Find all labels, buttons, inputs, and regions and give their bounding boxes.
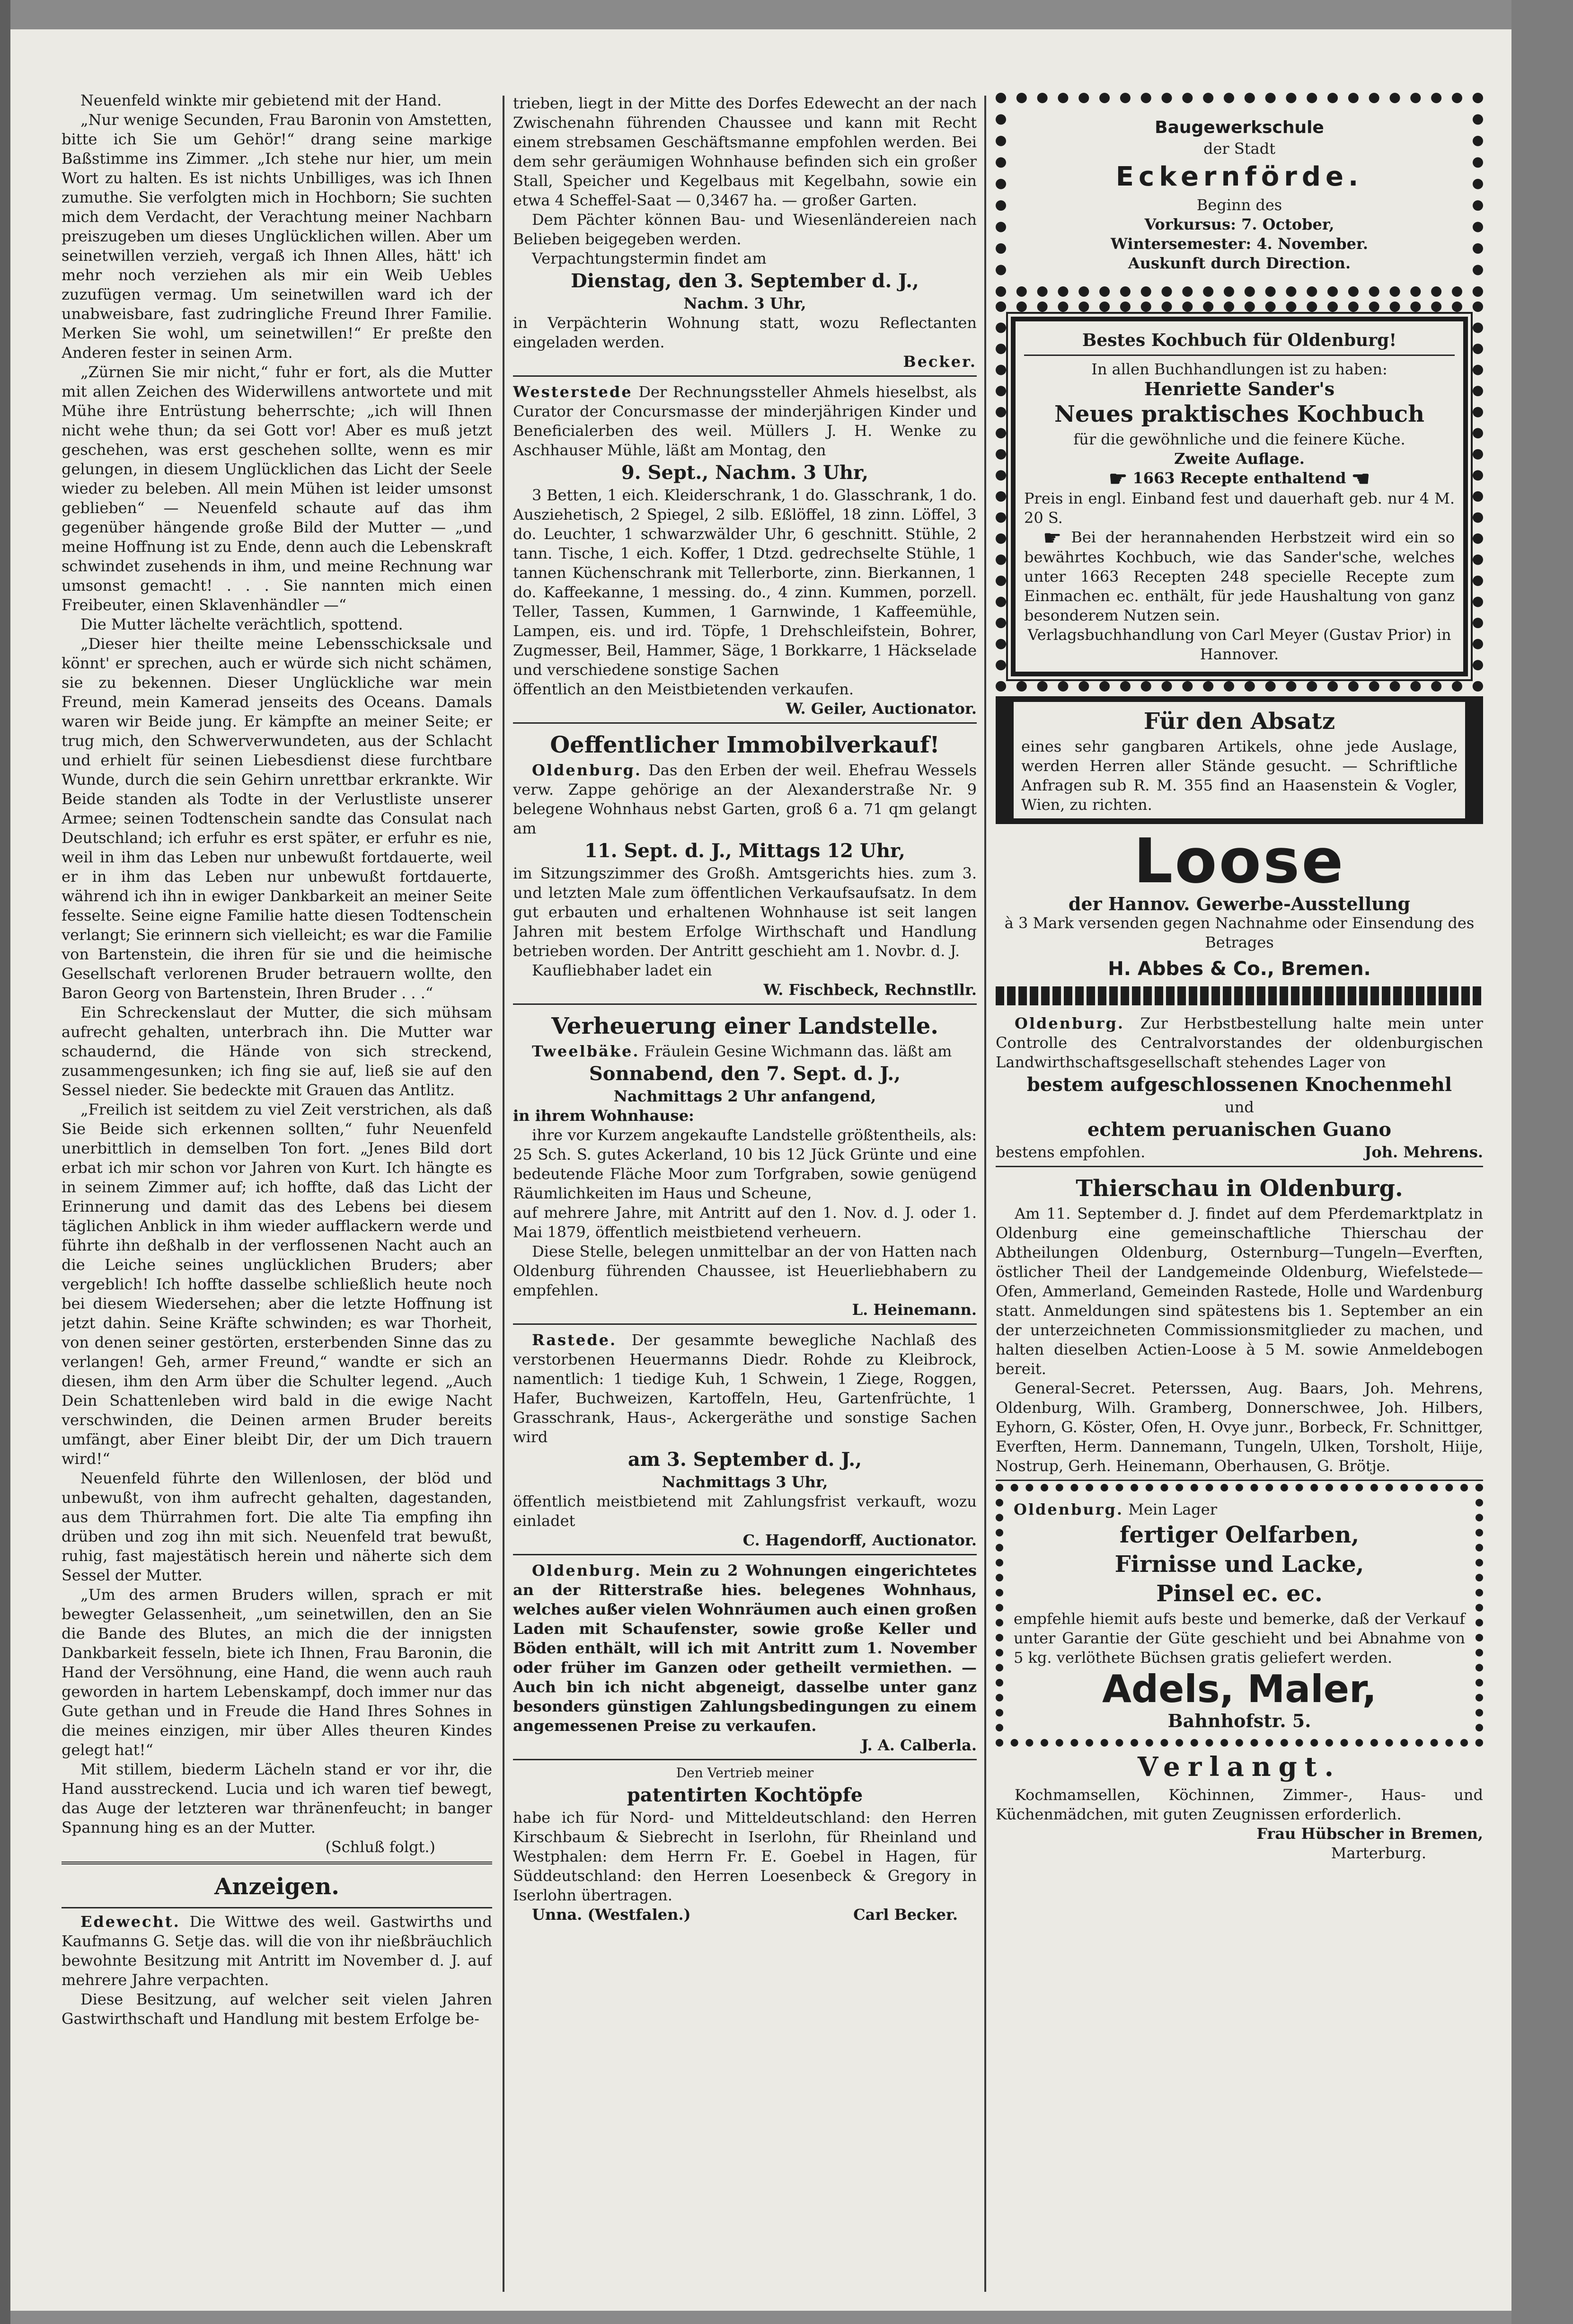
ornamental-divider (996, 986, 1483, 1005)
ad-headline: Oeffentlicher Immobilverkauf! (550, 732, 940, 758)
ad-text: Mein zu 2 Wohnungen eingerichtetes an der Ritterstraße hies. belegenes Wohnhaus, welches außer vielen Wohnräumen auch einen großen Laden mit Schaufenster, sowie große Keller und Böden enthält, will ich mit Antritt zum 1. November oder früher im Ganzen oder getheilt vermiethen. — Auch bin ich nicht abgeneigt, dasselbe unter ganz besonders günstigen Zahlungsbedingungen zu einem angemessenen Preise zu verkaufen. (513, 1561, 977, 1735)
ad-product: fertiger Oelfarben, (1119, 1522, 1360, 1548)
ad-headline: Verheuerung einer Landstelle. (551, 1013, 938, 1039)
continued-note: (Schluß folgt.) (325, 1838, 435, 1856)
ad-signature: Carl Becker. (853, 1906, 958, 1924)
ad-place: Oldenburg. (532, 1561, 642, 1579)
pointing-hand-icon: ☚ (1351, 467, 1370, 491)
ad-text: Kochmamsellen, Köchinnen, Zimmer-, Haus- und Küchenmädchen, mit guten Zeugnissen erforderlich. (996, 1786, 1483, 1823)
ad-text: der Hannov. Gewerbe-Ausstellung (1068, 893, 1411, 914)
ad-text: Preis in engl. Einband fest und dauerhaft geb. nur 4 M. 20 S. (1024, 489, 1455, 527)
ad-text: In allen Buchhandlungen ist zu haben: (1091, 360, 1387, 378)
ad-book-title: Neues praktisches Kochbuch (1054, 401, 1424, 427)
ad-signature: J. A. Calberla. (861, 1736, 977, 1754)
ad-westerstede (513, 380, 977, 724)
ad-text: für die gewöhnliche und die feinere Küche. (1073, 430, 1405, 448)
ad-text: Mein Lager (1128, 1500, 1217, 1518)
ad-date: Sonnabend, den 7. Sept. d. J., (589, 1063, 901, 1085)
ad-city: Eckernförde. (1115, 161, 1363, 192)
ad-immobilverkauf (513, 727, 977, 1005)
newspaper-page (10, 29, 1511, 2311)
ad-address: Marterburg. (1331, 1844, 1426, 1862)
ad-text: Am 11. September d. J. findet auf dem Pferdemarktplatz in Oldenburg eine gemeinschaftliche Thierschau der Abtheilungen Oldenburg, Osternburg—Tungeln—Everften, östlicher Theil der Landgemeinde Oldenburg, Wiefelstede—Ofen, Ammerland, Gemeinden Rastede, Holle und Wardenburg statt. Anmeldungen sind spätestens bis 1. September an ein der unterzeichneten Commissionsmitglieder zu machen, und halten dieselben Actien-Loose à 5 M. sowie Anmeldebogen bereit. (996, 1205, 1483, 1378)
ad-publisher: Verlagsbuchhandlung von Carl Meyer (Gustav Prior) in Hannover. (1027, 626, 1451, 663)
ad-headline: Verlangt. (1137, 1751, 1342, 1783)
ad-place: Oldenburg. (1014, 1500, 1124, 1518)
section-divider (62, 1862, 492, 1864)
ad-place: Edewecht. (80, 1913, 180, 1931)
story-paragraph: „Zürnen Sie mir nicht,“ fuhr er fort, als die Mutter mit allen Zeichen des Widerwillens antwortete und mit Mühe ihre Entrüstung beherrschte; „ich will Ihnen nicht wehe thun; da sei Gott vor! Aber es muß jetzt geschehen, was erst geschehen sollte, wenn es mir gelungen, in diesem Unglücklichen das Licht der Seele wieder zu beleben. All mein Mühen ist leider umsonst geblieben“ — Neuenfeld schaute auf das ihm gegenüber hängende große Bild der Mutter — „und meine Hoffnung ist zu Ende, denn auch die Lebenskraft schwindet zusehends in ihm, und meine Rechnung war umsonst gemacht! . . . Sie nannten mich einen Freibeuter, einen Sklavenhändler —“ (62, 363, 492, 614)
ad-text: öffentlich meistbietend mit Zahlungsfrist verkauft, wozu einladet (513, 1492, 977, 1530)
ad-kochbuch (996, 302, 1483, 692)
ad-text: auf mehrere Jahre, mit Antritt auf den 1. Nov. d. J. oder 1. Mai 1879, öffentlich meistbietend verheuern. (513, 1204, 977, 1241)
right-background (1511, 0, 1573, 2324)
story-paragraph: Ein Schreckenslaut der Mutter, die sich mühsam aufrecht gehalten, unterbrach ihn. Die Mutter war schaudernd, die Hände von sich streckend, zusammengesunken; ich fing sie auf, ließ sie auf den Sessel nieder. Sie bedeckte mit Grauen das Antlitz. (62, 1003, 492, 1099)
ad-headline: patentirten Kochtöpfe (627, 1784, 863, 1806)
ad-signature: Joh. Mehrens. (1364, 1143, 1483, 1161)
ad-time: Nachmittags 3 Uhr, (662, 1473, 828, 1491)
ad-text: Zur Herbstbestellung halte mein unter Controlle des Centralvorstandes der oldenburgischen Landwirthschaftsgesellschaft stehendes Lager von (996, 1014, 1483, 1071)
column-feuilleton (62, 91, 492, 2287)
ad-place: Tweelbäke. (532, 1042, 640, 1060)
ad-rastede (513, 1328, 977, 1555)
story-paragraph: „Dieser hier theilte meine Lebensschicksale und könnt' er sprechen, auch er würde sich nicht schämen, sie zu bekennen. Dieser Unglückliche war mein Freund, mein Kamerad jenseits des Oceans. Damals waren wir Beide jung. Er kämpfte an meiner Seite; er trug mich, den Schwerverwundeten, aus der Schlacht und erhielt für seinen Liebesdienst diese furchtbare Wunde, durch die sein Gehirn unrettbar erkrankte. Wir Beide standen als Todte in der Verlustliste unserer Armee; seinen Todtenschein sandte das Consulat nach Deutschland; ich erfuhr es erst später, er erfuhr es nie, weil in ihm das Leben nur unbewußt fortdauerte, weil er in ihm das Leben nur unbewußt fortdauerte, während ich ihn in ewiger Dankbarkeit an meiner Seite fesselte. Seine eigne Familie hatte diesen Todtenschein verlangt; Sie erinnern sich vielleicht; es war die Familie von Bartenstein, die ihren für sie und die heimische Gesellschaft verlorenen Bruder betrauern wollte, den Baron Georg von Bartenstein, Ihren Bruder . . .“ (62, 635, 492, 1002)
ad-edewecht-cont (513, 91, 977, 377)
ad-text: Diese Stelle, belegen unmittelbar an der von Hatten nach Oldenburg führenden Chaussee, ist Heuerliebhabern zu empfehlen. (513, 1242, 977, 1299)
ad-firm: Adels, Maler, (1102, 1667, 1377, 1711)
ad-text: Auskunft durch Direction. (1128, 254, 1351, 272)
ad-signature: Becker. (903, 353, 977, 371)
ad-text: Dem Pächter können Bau- und Wiesenländereien nach Belieben beigegeben werden. (513, 211, 977, 248)
ad-text: bestens empfohlen. (996, 1143, 1146, 1161)
ad-signature: W. Geiler, Auctionator. (786, 700, 977, 718)
ad-time: Nachmittags 2 Uhr anfangend, (613, 1087, 876, 1105)
ad-calberla (513, 1558, 977, 1760)
section-heading-anzeigen: Anzeigen. (214, 1873, 339, 1900)
ad-text: Verpachtungstermin findet am (532, 249, 767, 267)
column-rule (503, 96, 504, 2292)
column-ads-middle (513, 91, 977, 2287)
ad-place: Rastede. (532, 1331, 617, 1349)
ad-author: Henriette Sander's (1144, 378, 1335, 399)
column-ads-right (996, 91, 1483, 2287)
ad-signature: W. Fischbeck, Rechnstllr. (763, 981, 977, 999)
ad-date: 11. Sept. d. J., Mittags 12 Uhr, (584, 840, 905, 862)
ad-product: bestem aufgeschlossenen Knochenmehl (1026, 1073, 1452, 1096)
ad-place: Oldenburg. (1015, 1014, 1125, 1032)
ad-text: öffentlich an den Meistbietenden verkaufen. (513, 680, 854, 698)
ad-text: Kaufliebhaber ladet ein (532, 961, 712, 979)
column-rule (984, 96, 986, 2292)
ad-text: à 3 Mark versenden gegen Nachnahme oder Einsendung des Betrages (1004, 914, 1475, 951)
ad-absatz (996, 696, 1483, 824)
ad-text: Fräulein Gesine Wichmann das. läßt am (644, 1042, 952, 1060)
ad-text: Das den Erben der weil. Ehefrau Wessels verw. Zappe gehörige an der Alexanderstraße Nr. 9 belegene Wohnhaus nebst Garten, groß 6 a. 71 qm gelangt am (513, 761, 977, 837)
ad-text: im Sitzungszimmer des Großh. Amtsgerichts hies. zum 3. und letzten Male zum öffentlichen Verkaufsaufsatz. In dem gut erbauten und erhaltenen Wohnhause ist seit langen Jahren mit bestem Erfolge Wirthschaft und Handlung betrieben worden. Der Antritt geschieht am 1. Novbr. d. J. (513, 864, 977, 960)
ad-date: Dienstag, den 3. September d. J., (571, 270, 919, 292)
story-paragraph: Die Mutter lächelte verächtlich, spottend. (80, 615, 403, 633)
ad-signature: Frau Hübscher in Bremen, (1256, 1825, 1483, 1843)
pointing-hand-icon: ☛ (1108, 467, 1128, 491)
ad-adels (996, 1484, 1483, 1747)
ad-signature: C. Hagendorff, Auctionator. (742, 1531, 977, 1549)
story-paragraph: Mit stillem, biederm Lächeln stand er vor ihr, die Hand ausstreckend. Lucia und ich waren tief bewegt, das Auge der letzteren war thränenfeucht; in banger Spannung hing es an der Mutter. (62, 1760, 492, 1836)
ad-text: Zweite Auflage. (1174, 450, 1305, 468)
story-paragraph: „Freilich ist seitdem zu viel Zeit verstrichen, als daß Sie Beide sich erkennen sollten,“ fuhr Neuenfeld unerbittlich in demselben Ton fort. „Jenes Bild dort erbat ich mir schon vor Jahren von Kurt. Ich hängte es in seinem Zimmer auf; ich hoffte, daß das Licht der Erinnerung und damit das des Lebens bei diesem täglichen Anblick in ihm wieder aufflackern werde und führte ihn deßhalb in der verflossenen Nacht auch an die Leiche seines unglücklichen Bruders; aber vergeblich! Ich hoffte dasselbe schließlich heute noch bei diesem Wiedersehen; aber die letzte Hoffnung ist jetzt dahin. Seine Kräfte schwinden; es war Thorheit, von denen seiner gestörten, ersterbenden Sinne das zu verlangen! Geh, armer Freund,“ wandte er sich an diesen, ihm den Arm über die Schulter legend. „Auch Dein Schattenleben wird bald in die ewige Nacht verschwinden, die Deinen armen Bruder bereits umfängt, aber Einer bleibt Dir, der um Dich trauern wird!“ (62, 1100, 492, 1468)
story-paragraph: „Um des armen Bruders willen, sprach er mit bewegter Gelassenheit, „um seinetwillen, den an Sie die Bande des Blutes, an mich die der innigsten Dankbarkeit fesseln, biete ich Ihnen, Frau Baronin, die Hand der Versöhnung, eine Hand, die wenn auch rauh geworden in hartem Lebenskampf, doch immer nur das Gute gethan und in Freude die Hand Ihres Sohnes in die meines einzigen, mir über Alles theuren Kindes gelegt hat!“ (62, 1586, 492, 1759)
ad-place: Westerstede (513, 383, 633, 401)
ad-text: Der gesammte bewegliche Nachlaß des verstorbenen Heuermanns Diedr. Rohde zu Kleibrock, namentlich: 1 tiedige Kuh, 1 Schwein, 1 Ziege, Roggen, Hafer, Buchweizen, Kartoffeln, Heu, Gartenfrüchte, 1 Grasschrank, Haus-, Ackergeräthe und sonstige Sachen wird (513, 1331, 977, 1446)
ad-baugewerkschule (996, 93, 1483, 297)
ad-text: habe ich für Nord- und Mitteldeutschland: den Herren Kirschbaum & Siebrecht in Iserlohn, für Rheinland und Westphalen: dem Herrn Fr. E. Goebel in Hagen, für Süddeutschland: den Herren Loesenbeck & Gregory in Iserlohn übertragen. (513, 1809, 977, 1904)
ad-members: General-Secret. Peterssen, Aug. Baars, Joh. Mehrens, Oldenburg, Wilh. Gramberg, Donnerschwee, Joh. Hilbers, Eyhorn, G. Köster, Ofen, H. Ovye junr., Borbeck, Fr. Schnittger, Everften, Herm. Dannemann, Tungeln, Ulken, Torsholt, Hiije, Nostrup, Gerh. Heinemann, Oberhausen, G. Brötje. (996, 1379, 1483, 1475)
ad-text: in Verpächterin Wohnung statt, wozu Reflectanten eingeladen werden. (513, 314, 977, 351)
pointing-hand-icon: ☛ (1043, 526, 1062, 550)
ad-kochtoepfe (513, 1763, 977, 1925)
ad-text: trieben, liegt in der Mitte des Dorfes Edewecht an der nach Zwischenahn führenden Chaussee und kann mit Recht einem strebsamen Geschäftsmanne empfohlen werden. Bei dem sehr geräumigen Wohnhause befinden sich ein großer Stall, Speicher und Kegelbaus mit Kegelbahn, sowie ein etwa 4 Scheffel-Saat — 0,3467 ha. — großer Garten. (513, 94, 977, 209)
ad-text: und (1225, 1098, 1254, 1116)
ad-verheuerung (513, 1008, 977, 1325)
ad-text: der Stadt (1203, 140, 1276, 158)
ad-address: Bahnhofstr. 5. (1167, 1710, 1311, 1731)
ad-text: Bei der herannahenden Herbstzeit wird ein so bewährtes Kochbuch, wie das Sander'sche, welches unter 1663 Recepten 248 specielle Recepte zum Einmachen ec. enthält, für jede Haushaltung von ganz besonderem Nutzen sein. (1024, 528, 1455, 624)
left-page-edge (0, 0, 10, 2324)
ad-thierschau (996, 1170, 1483, 1481)
ad-place: Oldenburg. (532, 761, 642, 779)
ad-signature: L. Heinemann. (852, 1301, 977, 1319)
ad-headline: Baugewerkschule (1155, 118, 1324, 137)
ad-time: Nachm. 3 Uhr, (683, 294, 806, 312)
ad-product: Pinsel ec. ec. (1156, 1580, 1323, 1607)
ad-date: am 3. September d. J., (627, 1448, 862, 1471)
ad-headline: Thierschau in Oldenburg. (1076, 1175, 1403, 1202)
ad-text: Beginn des (1196, 196, 1282, 214)
ad-product: Firnisse und Lacke, (1114, 1551, 1364, 1578)
ad-kochbuch-frame (1011, 317, 1468, 676)
ad-text: Wintersemester: 4. November. (1110, 235, 1369, 253)
ad-text: Diese Besitzung, auf welcher seit vielen Jahren Gastwirthschaft und Handlung mit bestem Erfolge be- (62, 1990, 492, 2028)
divider (1024, 355, 1455, 356)
ad-text: Der Rechnungssteller Ahmels hieselbst, als Curator der Concursmasse der minderjährigen Kinder und Beneficialerben des weil. Müllers J. H. Wenke zu Aschhauser Mühle, läßt am Montag, den (513, 383, 977, 459)
ad-text: Die Wittwe des weil. Gastwirths und Kaufmanns G. Setje das. will die von ihr nießbräuchlich bewohnte Besitzung mit Antritt im November d. J. auf mehrere Jahre verpachten. (62, 1913, 492, 1989)
ad-headline: Bestes Kochbuch für Oldenburg! (1082, 330, 1397, 350)
ad-verlangt (996, 1751, 1483, 1863)
ad-headline: Loose (1133, 825, 1345, 897)
ad-location: in ihrem Wohnhause: (513, 1107, 694, 1125)
ad-text: eines sehr gangbaren Artikels, ohne jede Auslage, werden Herren aller Stände gesucht. — Schriftliche Anfragen sub R. M. 355 find an Haasenstein & Vogler, Wien, zu richten. (1021, 737, 1458, 814)
ad-intro: Den Vertrieb meiner (676, 1765, 814, 1781)
story-paragraph: Neuenfeld winkte mir gebietend mit der Hand. (80, 91, 442, 109)
ad-text: 3 Betten, 1 eich. Kleiderschrank, 1 do. Glasschrank, 1 do. Ausziehetisch, 2 Spiegel, 2 silb. Eßlöffel, 18 zinn. Löffel, 3 do. Leuchter, 1 schwarzwälder Uhr, 6 geschnitt. Stühle, 2 tann. Tische, 1 eich. Koffer, 1 Dtzd. gedrechselte Stühle, 1 tannen Küchenschrank mit Tellerborte, zinn. Bierkannen, 1 do. Kaffeekanne, 1 messing. do., 4 zinn. Kummen, porzell. Teller, Tassen, Kummen, 1 Garnwinde, 1 Kaffeemühle, Lampen, eis. und ird. Töpfe, 1 Drehschleifstein, Bohrer, Zugmesser, Beil, Hammer, Säge, 1 Borkkarre, 1 Häckselade und verschiedene sonstige Sachen (513, 486, 977, 679)
ad-text: Vorkursus: 7. October, (1144, 215, 1334, 233)
ad-text: ihre vor Kurzem angekaufte Landstelle größtentheils, als: 25 Sch. S. gutes Ackerland, 10 bis 12 Jück Grünte und eine bedeutende Fläche Moor zum Torfgraben, sowie genügend Räumlichkeiten im Haus und Scheune, (513, 1126, 977, 1202)
ad-text: empfehle hiemit aufs beste und bemerke, daß der Verkauf unter Garantie der Güte geschieht und bei Abnahme von 5 kg. verlöthete Büchsen gratis geliefert werden. (1014, 1610, 1465, 1667)
ad-date: 9. Sept., Nachm. 3 Uhr, (621, 461, 869, 484)
ad-loose (996, 825, 1483, 981)
ad-place: Unna. (Westfalen.) (532, 1906, 691, 1924)
story-paragraph: „Nur wenige Secunden, Frau Baronin von Amstetten, bitte ich Sie um Gehör!“ drang seine markige Baßstimme ins Zimmer. „Ich stehe nur hier, um mein Wort zu halten. Es ist nichts Unbilliges, was ich Ihnen zumuthe. Sie verfolgten mich in Hochborn; Sie suchten mich dem Verdacht, der Verachtung meiner Nachbarn preiszugeben um dieses Unglücklichen willen. Aber um seinetwillen verzieh, vergaß ich Ihnen Alles, hätt' ich mehr noch verziehen als mir ein Weib Uebles zuzufügen vermag. Um seinetwillen ward ich der unabweisbare, fast zudringliche Freund Ihrer Familie. Merken Sie wohl, um seinetwillen!“ Er preßte den Anderen fester in seinen Arm. (62, 111, 492, 362)
ad-firm: H. Abbes & Co., Bremen. (1108, 958, 1371, 980)
ad-headline: Für den Absatz (1143, 708, 1335, 735)
ad-text: 1663 Recepte enthaltend (1132, 469, 1346, 487)
ad-knochenmehl (996, 1011, 1483, 1167)
ad-product: echtem peruanischen Guano (1087, 1118, 1392, 1141)
divider (62, 1907, 492, 1908)
story-paragraph: Neuenfeld führte den Willenlosen, der blöd und unbewußt, von ihm aufrecht gehalten, dagestanden, aus dem Thürrahmen fort. Die alte Tia empfing ihn drüben und zog ihn mit sich. Neuenfeld trat bewußt, ruhig, fast majestätisch herein und näherte sich dem Sessel der Mutter. (62, 1469, 492, 1584)
